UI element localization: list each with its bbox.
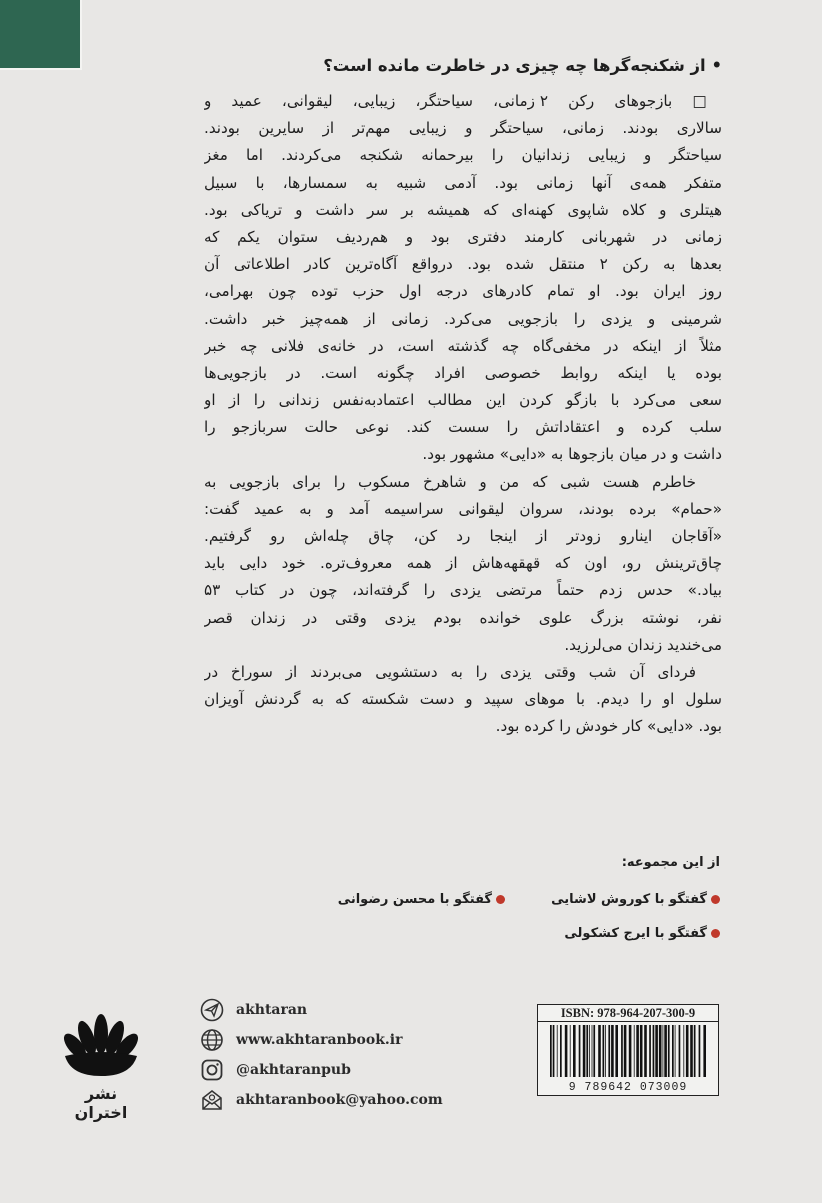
text-line: روز ایران بود. او تمام کادرهای درجه اول حزب توده چون بهرامی، <box>204 282 722 301</box>
barcode-bar <box>579 1025 581 1077</box>
barcode-bar <box>605 1025 606 1077</box>
barcode-bar <box>668 1025 670 1077</box>
text-line: «حمام» برده بودند، سروان لیقوانی سراسیمه آمد و به عمید گفت: <box>204 499 722 518</box>
barcode-bar <box>624 1025 627 1077</box>
text-line: فردای آن شب وقتی یزدی را به دستشویی می‌بردند از سوراخ در <box>204 662 696 681</box>
text-line: سلب کرده و اعتقاداتش را سست کند. نوعی حالت سربازجو را <box>204 418 722 437</box>
barcode-bar <box>621 1025 623 1077</box>
interview-answer <box>204 88 722 741</box>
barcode-bar <box>694 1025 696 1077</box>
text-line: سعی می‌کرد با بازگو کردن این مطالب اعتمادبه‌نفس زندانی را از او <box>204 391 722 410</box>
text-line: بوده یا اینکه روابط خصوصی افراد چگونه است. در بازجویی‌ها <box>204 363 722 382</box>
barcode-bar <box>672 1025 674 1077</box>
barcode-bar <box>603 1025 605 1077</box>
text-line: متفکر همه‌ی آنها زمانی بود. آدمی شبیه به سمسارها، با سبیل <box>204 173 722 192</box>
barcode-bar <box>550 1025 552 1077</box>
barcode-digits: 9 789642 073009 <box>542 1081 714 1094</box>
barcode-bar <box>583 1025 586 1077</box>
barcode-bar <box>636 1025 639 1077</box>
contact-text: @akhtaranpub <box>236 1062 351 1078</box>
barcode-bar <box>683 1025 684 1077</box>
barcode-bar <box>644 1025 647 1077</box>
text-line: سیاحتگر و زیبایی زندانیان را بیرحمانه شکنجه می‌کردند. اما مغز <box>204 146 722 165</box>
instagram-icon <box>200 1058 224 1082</box>
cover-green-block <box>0 0 82 70</box>
series-title: از این مجموعه: <box>621 855 720 870</box>
publisher-contacts <box>200 995 443 1115</box>
bullet-icon <box>711 929 720 938</box>
text-line: چاق‌ترینش رو، اون که قهقهه‌هاش از همه معروف‌تره. خود دایی باید <box>204 554 722 573</box>
barcode-bar <box>560 1025 562 1077</box>
barcode-bar <box>586 1025 588 1077</box>
text-line: می‌خندید زندان می‌لرزید. <box>564 635 722 654</box>
text-line: □ بازجوهای رکن ۲ زمانی، سیاحتگر، زیبایی، لیقوانی، عمید و <box>204 92 722 110</box>
barcode-bar <box>640 1025 643 1077</box>
text-line: داشت و در میان بازجوها به «دایی» مشهور بود. <box>422 445 722 464</box>
text-line: بود. «دایی» کار خودش را کرده بود. <box>495 717 722 736</box>
barcode-bar <box>615 1025 618 1077</box>
barcode-bar <box>703 1025 706 1077</box>
barcode-bar <box>664 1025 667 1077</box>
publisher-name: نشر اختران <box>74 1084 128 1122</box>
text-line: بیاد.» حدس زدم حتماً مرتضی یزدی را گرفته‌اند، چون در کتاب ۵۳ <box>204 581 722 600</box>
contact-website <box>200 1025 443 1055</box>
text-line: سلول او را دیدم. با موهای سپید و دست شکسته که به گردنش آویزان <box>204 690 722 709</box>
text-line: بعدها به رکن ۲ منتقل شده بود. درواقع آگاه‌ترین کادر اطلاعاتی آن <box>204 255 722 274</box>
barcode-bar <box>649 1025 651 1077</box>
barcode-bar <box>573 1025 576 1077</box>
contact-instagram <box>200 1055 443 1085</box>
isbn-barcode <box>537 1004 719 1096</box>
series-item-label: گفتگو با کوروش لاشایی <box>551 891 707 907</box>
barcode-bar <box>611 1025 614 1077</box>
globe-icon <box>200 1028 224 1052</box>
bullet-icon <box>496 895 505 904</box>
email-icon <box>200 1088 224 1112</box>
text-line: شرمینی و یزدی را بازجویی می‌کرد. زمانی از همه‌چیز خبر داشت. <box>204 309 722 328</box>
text-line: مثلاً از اینکه در مخفی‌گاه چه گذشته است، در خانه‌ی فلانی چه خبر <box>204 336 722 355</box>
barcode-bar <box>557 1025 558 1077</box>
series-list <box>200 850 720 944</box>
series-item-label: گفتگو با ایرج کشکولی <box>564 925 707 941</box>
barcode-bar <box>690 1025 693 1077</box>
contact-text: akhtaranbook@yahoo.com <box>236 1092 443 1108</box>
barcode-bar <box>608 1025 610 1077</box>
barcode-bar <box>629 1025 632 1077</box>
series-item <box>505 892 720 907</box>
text-line: نفر، نوشته بزرگ علوی خوانده بودم یزدی وقتی در زندان قصر <box>204 608 722 627</box>
bullet-icon <box>711 895 720 904</box>
barcode-bar <box>655 1025 658 1077</box>
barcode-bar <box>699 1025 701 1077</box>
barcode-bar <box>663 1025 664 1077</box>
barcode-bar <box>589 1025 590 1077</box>
barcode-bar <box>679 1025 681 1077</box>
series-item <box>290 892 505 907</box>
barcode-bar <box>675 1025 676 1077</box>
barcode-bar <box>634 1025 635 1077</box>
text-line: خاطرم هست شبی که من و شاهرخ مسکوب را برای بازجویی به <box>204 472 696 491</box>
barcode-bar <box>570 1025 571 1077</box>
barcode-bar <box>686 1025 689 1077</box>
contact-text: www.akhtaranbook.ir <box>236 1032 403 1048</box>
text-line: زمانی در شهربانی کارمند دفتری بود و هم‌ردیف ستوان یکم که <box>204 227 722 246</box>
isbn-label: ISBN: 978-964-207-300-9 <box>538 1005 718 1022</box>
barcode-bar <box>593 1025 595 1077</box>
text-line: سالاری بودند. زمانی، سیاحتگر و زیبایی مهم‌تر از سایرین بودند. <box>204 119 722 138</box>
barcode-bar <box>653 1025 655 1077</box>
publisher-logo <box>58 1012 144 1122</box>
barcode-bar <box>659 1025 662 1077</box>
barcode-bar <box>553 1025 555 1077</box>
barcode-bar <box>565 1025 568 1077</box>
interview-question: • از شکنجه‌گرها چه چیزی در خاطرت مانده است؟ <box>323 56 722 75</box>
barcode-bar <box>592 1025 593 1077</box>
series-item-label: گفتگو با محسن رضوانی <box>337 891 492 907</box>
text-line: «آقاجان اینارو زودتر از اینجا رد کن، چاق چله‌اش رو گرفتیم. <box>204 527 722 545</box>
text-line: هیتلری و کلاه شاپوی کهنه‌ای که همیشه بر سر داشت و تریاکی بود. <box>204 200 722 219</box>
contact-text: akhtaran <box>236 1002 308 1018</box>
contact-email <box>200 1085 443 1115</box>
barcode-bars <box>548 1025 708 1077</box>
publisher-logo-icon <box>61 1012 141 1078</box>
barcode-bar <box>598 1025 601 1077</box>
series-item <box>505 926 720 941</box>
contact-telegram <box>200 995 443 1025</box>
telegram-icon <box>200 998 224 1022</box>
